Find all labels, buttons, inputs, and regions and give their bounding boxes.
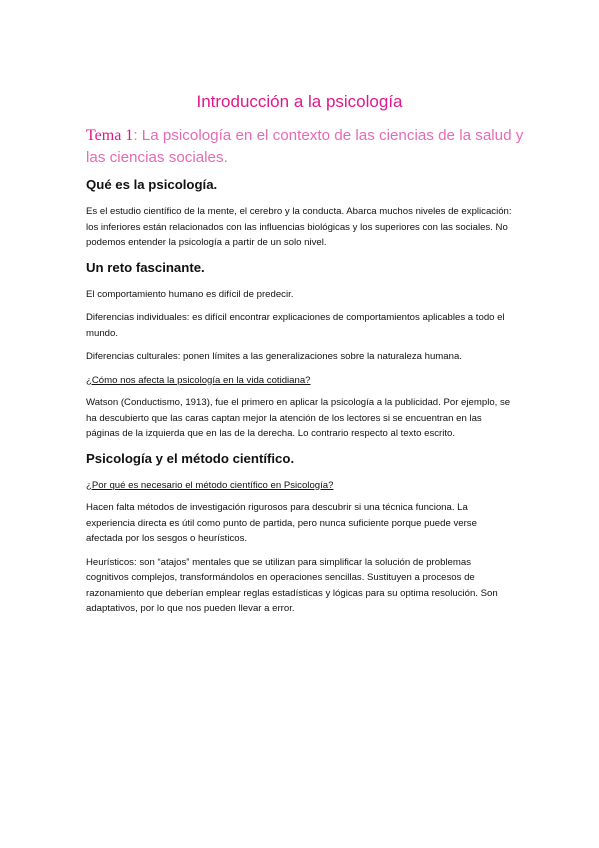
section-heading-metodo: Psicología y el método científico. bbox=[86, 450, 295, 466]
paragraph: Heurísticos: son “atajos” mentales que se utilizan para simplificar la solución de problemas cognitivos complejos, transformándolos en operaciones sencillas. Sustituyen a procesos de razonamiento que deberían emplear reglas estadísticas y lógicas para su optima resolución. Son adaptativos, por lo que nos pueden llevar a error. bbox=[86, 556, 498, 614]
document-body bbox=[86, 176, 516, 625]
section-heading-que-es: Qué es la psicología. bbox=[86, 177, 218, 192]
topic-text: : La psicología en el contexto de las ciencias de la salud y las ciencias sociales. bbox=[86, 127, 524, 166]
paragraph: El comportamiento humano es difícil de predecir. bbox=[86, 288, 294, 300]
document-title: Introducción a la psicología bbox=[196, 92, 403, 111]
section-heading-reto: Un reto fascinante. bbox=[86, 259, 205, 275]
paragraph: Hacen falta métodos de investigación rigurosos para descubrir si una técnica funciona. La experiencia directa es útil como punto de partida, pero nunca suficiente porque puede verse afectada por los sesgos o heurísticos. bbox=[86, 502, 477, 544]
topic-label: Tema 1 bbox=[86, 127, 134, 144]
paragraph: Diferencias individuales: es difícil encontrar explicaciones de comportamientos aplicables a todo el mundo. bbox=[86, 312, 505, 339]
paragraph: Watson (Conductismo, 1913), fue el primero en aplicar la psicología a la publicidad. Por ejemplo, se ha descubierto que las caras captan mejor la atención de los lectores si se encuentran en las páginas de la izquierda que en las de la derecha. Lo contrario respecto al texto escrito. bbox=[86, 397, 511, 439]
paragraph: Diferencias culturales: ponen límites a las generalizaciones sobre la naturaleza humana. bbox=[86, 351, 462, 362]
question-metodo-cientifico: ¿Por qué es necesario el método científico en Psicología? bbox=[86, 479, 334, 491]
paragraph: Es el estudio científico de la mente, el cerebro y la conducta. Abarca muchos niveles de explicación: los inferiores están relacionados con las influencias biológicas y los superiores con las sociales. No podemos entender la psicología a partir de un solo nivel. bbox=[86, 206, 512, 248]
question-vida-cotidiana: ¿Cómo nos afecta la psicología en la vida cotidiana? bbox=[86, 374, 311, 386]
topic-heading bbox=[86, 125, 526, 169]
